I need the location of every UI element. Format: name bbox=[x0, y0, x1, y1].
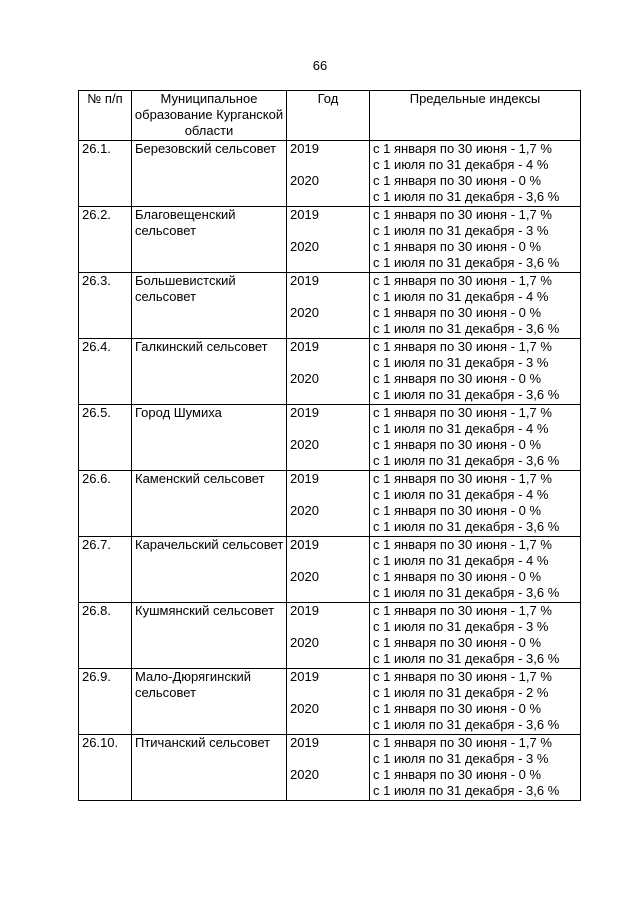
year-first: 2019 bbox=[290, 669, 319, 684]
index-line: с 1 июля по 31 декабря - 3,6 % bbox=[373, 585, 560, 600]
header-municipality: Муниципальное образование Курганской области bbox=[132, 91, 287, 141]
indices-table bbox=[78, 90, 581, 801]
index-line: с 1 июля по 31 декабря - 4 % bbox=[373, 553, 549, 568]
row-indices bbox=[370, 537, 581, 603]
year-first: 2019 bbox=[290, 537, 319, 552]
row-indices bbox=[370, 405, 581, 471]
row-municipality: Мало-Дюрягинский сельсовет bbox=[132, 669, 287, 735]
year-second: 2020 bbox=[290, 305, 319, 320]
row-num: 26.10. bbox=[79, 735, 132, 801]
row-indices bbox=[370, 471, 581, 537]
year-gap bbox=[290, 289, 369, 305]
index-line: с 1 июля по 31 декабря - 3,6 % bbox=[373, 783, 560, 798]
index-line: с 1 июля по 31 декабря - 4 % bbox=[373, 157, 549, 172]
year-second: 2020 bbox=[290, 371, 319, 386]
row-indices bbox=[370, 735, 581, 801]
table-row bbox=[79, 273, 581, 339]
row-years bbox=[287, 603, 370, 669]
row-num: 26.4. bbox=[79, 339, 132, 405]
table-row bbox=[79, 537, 581, 603]
index-line: с 1 января по 30 июня - 0 % bbox=[373, 305, 542, 320]
year-gap bbox=[290, 157, 369, 173]
index-line: с 1 января по 30 июня - 0 % bbox=[373, 371, 542, 386]
index-line: с 1 января по 30 июня - 1,7 % bbox=[373, 339, 552, 354]
index-line: с 1 января по 30 июня - 0 % bbox=[373, 635, 542, 650]
year-first: 2019 bbox=[290, 405, 319, 420]
index-line: с 1 июля по 31 декабря - 3 % bbox=[373, 751, 549, 766]
row-indices bbox=[370, 207, 581, 273]
row-municipality: Кушмянский сельсовет bbox=[132, 603, 287, 669]
row-municipality: Благовещенский сельсовет bbox=[132, 207, 287, 273]
header-num: № п/п bbox=[79, 91, 132, 141]
index-line: с 1 января по 30 июня - 1,7 % bbox=[373, 669, 552, 684]
table-row bbox=[79, 405, 581, 471]
index-line: с 1 января по 30 июня - 0 % bbox=[373, 437, 542, 452]
row-years bbox=[287, 405, 370, 471]
year-first: 2019 bbox=[290, 141, 319, 156]
year-gap bbox=[290, 553, 369, 569]
index-line: с 1 июля по 31 декабря - 3 % bbox=[373, 619, 549, 634]
table-row bbox=[79, 669, 581, 735]
index-line: с 1 июля по 31 декабря - 3,6 % bbox=[373, 717, 560, 732]
row-municipality: Карачельский сельсовет bbox=[132, 537, 287, 603]
year-second: 2020 bbox=[290, 239, 319, 254]
index-line: с 1 января по 30 июня - 0 % bbox=[373, 503, 542, 518]
index-line: с 1 июля по 31 декабря - 3,6 % bbox=[373, 651, 560, 666]
row-indices bbox=[370, 141, 581, 207]
index-line: с 1 января по 30 июня - 1,7 % bbox=[373, 603, 552, 618]
table-header-row bbox=[79, 91, 581, 141]
table-row bbox=[79, 603, 581, 669]
row-years bbox=[287, 537, 370, 603]
index-line: с 1 июля по 31 декабря - 3,6 % bbox=[373, 255, 560, 270]
index-line: с 1 июля по 31 декабря - 4 % bbox=[373, 289, 549, 304]
index-line: с 1 января по 30 июня - 1,7 % bbox=[373, 537, 552, 552]
index-line: с 1 января по 30 июня - 0 % bbox=[373, 239, 542, 254]
row-num: 26.7. bbox=[79, 537, 132, 603]
year-first: 2019 bbox=[290, 471, 319, 486]
row-municipality: Город Шумиха bbox=[132, 405, 287, 471]
index-line: с 1 июля по 31 декабря - 2 % bbox=[373, 685, 549, 700]
row-num: 26.2. bbox=[79, 207, 132, 273]
year-gap bbox=[290, 223, 369, 239]
index-line: с 1 января по 30 июня - 1,7 % bbox=[373, 273, 552, 288]
year-first: 2019 bbox=[290, 339, 319, 354]
year-first: 2019 bbox=[290, 735, 319, 750]
row-indices bbox=[370, 273, 581, 339]
row-num: 26.5. bbox=[79, 405, 132, 471]
row-years bbox=[287, 735, 370, 801]
year-second: 2020 bbox=[290, 503, 319, 518]
index-line: с 1 июля по 31 декабря - 3,6 % bbox=[373, 453, 560, 468]
table-row bbox=[79, 735, 581, 801]
table-body bbox=[79, 141, 581, 801]
header-indices: Предельные индексы bbox=[370, 91, 581, 141]
row-years bbox=[287, 273, 370, 339]
year-gap bbox=[290, 685, 369, 701]
row-indices bbox=[370, 339, 581, 405]
row-indices bbox=[370, 669, 581, 735]
index-line: с 1 января по 30 июня - 1,7 % bbox=[373, 735, 552, 750]
table-row bbox=[79, 471, 581, 537]
row-municipality: Птичанский сельсовет bbox=[132, 735, 287, 801]
row-num: 26.1. bbox=[79, 141, 132, 207]
row-years bbox=[287, 471, 370, 537]
row-municipality: Березовский сельсовет bbox=[132, 141, 287, 207]
year-gap bbox=[290, 355, 369, 371]
year-gap bbox=[290, 487, 369, 503]
year-first: 2019 bbox=[290, 273, 319, 288]
year-gap bbox=[290, 619, 369, 635]
index-line: с 1 января по 30 июня - 1,7 % bbox=[373, 207, 552, 222]
index-line: с 1 июля по 31 декабря - 4 % bbox=[373, 421, 549, 436]
index-line: с 1 января по 30 июня - 1,7 % bbox=[373, 405, 552, 420]
table-row bbox=[79, 207, 581, 273]
header-year: Год bbox=[287, 91, 370, 141]
index-line: с 1 января по 30 июня - 1,7 % bbox=[373, 141, 552, 156]
year-second: 2020 bbox=[290, 767, 319, 782]
index-line: с 1 июля по 31 декабря - 3,6 % bbox=[373, 189, 560, 204]
table-row bbox=[79, 141, 581, 207]
row-years bbox=[287, 207, 370, 273]
index-line: с 1 июля по 31 декабря - 3 % bbox=[373, 355, 549, 370]
year-second: 2020 bbox=[290, 635, 319, 650]
row-municipality: Каменский сельсовет bbox=[132, 471, 287, 537]
index-line: с 1 июля по 31 декабря - 4 % bbox=[373, 487, 549, 502]
row-indices bbox=[370, 603, 581, 669]
row-num: 26.3. bbox=[79, 273, 132, 339]
year-second: 2020 bbox=[290, 569, 319, 584]
row-years bbox=[287, 141, 370, 207]
year-gap bbox=[290, 421, 369, 437]
year-second: 2020 bbox=[290, 701, 319, 716]
year-second: 2020 bbox=[290, 437, 319, 452]
index-line: с 1 января по 30 июня - 1,7 % bbox=[373, 471, 552, 486]
row-num: 26.8. bbox=[79, 603, 132, 669]
index-line: с 1 июля по 31 декабря - 3,6 % bbox=[373, 519, 560, 534]
index-line: с 1 июля по 31 декабря - 3,6 % bbox=[373, 321, 560, 336]
index-line: с 1 января по 30 июня - 0 % bbox=[373, 569, 542, 584]
row-years bbox=[287, 339, 370, 405]
year-first: 2019 bbox=[290, 603, 319, 618]
row-num: 26.9. bbox=[79, 669, 132, 735]
row-municipality: Большевистский сельсовет bbox=[132, 273, 287, 339]
page-number: 66 bbox=[312, 58, 328, 73]
index-line: с 1 января по 30 июня - 0 % bbox=[373, 173, 542, 188]
table-row bbox=[79, 339, 581, 405]
row-num: 26.6. bbox=[79, 471, 132, 537]
year-first: 2019 bbox=[290, 207, 319, 222]
row-municipality: Галкинский сельсовет bbox=[132, 339, 287, 405]
index-line: с 1 января по 30 июня - 0 % bbox=[373, 701, 542, 716]
year-gap bbox=[290, 751, 369, 767]
row-years bbox=[287, 669, 370, 735]
year-second: 2020 bbox=[290, 173, 319, 188]
index-line: с 1 июля по 31 декабря - 3 % bbox=[373, 223, 549, 238]
index-line: с 1 июля по 31 декабря - 3,6 % bbox=[373, 387, 560, 402]
index-line: с 1 января по 30 июня - 0 % bbox=[373, 767, 542, 782]
